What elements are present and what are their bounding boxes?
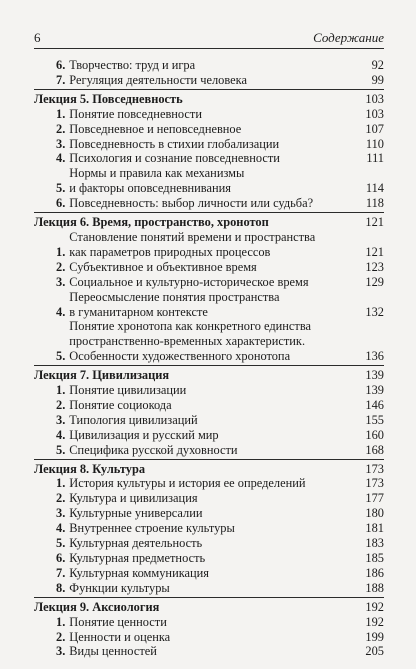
toc-item[interactable]	[34, 476, 384, 491]
item-number: 2.	[56, 491, 66, 506]
item-title-line: Культурная деятельность	[69, 536, 203, 551]
item-title	[69, 260, 363, 275]
page-ref: 123	[365, 259, 384, 274]
item-title	[69, 630, 363, 645]
lecture-title: Лекция 9. Аксиология	[34, 599, 160, 614]
item-title-line: Понятие социокода	[69, 397, 172, 412]
item-title	[69, 319, 363, 364]
item-title-line: Ценности и оценка	[69, 629, 171, 644]
item-title	[69, 290, 363, 320]
toc-item[interactable]	[34, 58, 384, 73]
item-title	[69, 196, 364, 211]
item-title	[69, 413, 363, 428]
page-ref: 199	[365, 629, 384, 644]
item-number: 5.	[56, 181, 66, 196]
item-title-line: Культурные универсалии	[69, 506, 203, 521]
item-title-line: Функции культуры	[69, 580, 170, 595]
page-ref: 192	[365, 614, 384, 629]
item-title-line: Цивилизация и русский мир	[69, 427, 219, 442]
item-title-line: Понятие хронотопа как конкретного единства	[69, 319, 312, 334]
lecture-title: Лекция 8. Культура	[34, 461, 146, 476]
page-ref: 121	[365, 215, 384, 230]
toc-item[interactable]	[34, 506, 384, 521]
lecture-title: Лекция 5. Повседневность	[34, 91, 183, 106]
page-ref: 185	[365, 551, 384, 565]
page-ref: 139	[365, 368, 384, 383]
item-title-line: Регуляция деятельности человека	[69, 72, 247, 87]
item-title-line: Культурная предметность	[69, 551, 206, 565]
item-number: 7.	[56, 565, 66, 580]
toc-item[interactable]	[34, 413, 384, 428]
page-ref: 132	[365, 304, 384, 319]
item-number: 2.	[56, 397, 66, 412]
item-number: 6.	[56, 58, 66, 72]
item-number: 8.	[56, 580, 66, 595]
lecture-divider	[34, 212, 384, 213]
item-title	[69, 151, 364, 166]
toc-item[interactable]	[34, 290, 384, 320]
item-title-line: Субъективное и объективное время	[69, 259, 257, 274]
item-number: 7.	[56, 72, 66, 87]
toc-item[interactable]	[34, 319, 384, 364]
item-title-line: Специфика русской духовности	[69, 442, 238, 457]
item-title	[69, 398, 363, 413]
lecture-divider	[34, 365, 384, 366]
item-title	[69, 122, 363, 137]
item-title	[69, 230, 363, 260]
item-number: 1.	[56, 106, 66, 121]
page-ref: 183	[365, 536, 384, 551]
item-title-line: Типология цивилизаций	[69, 412, 198, 427]
running-header	[34, 30, 384, 49]
page-ref: 192	[365, 599, 384, 614]
item-title	[69, 166, 364, 196]
toc-lecture-heading[interactable]	[34, 215, 384, 230]
item-title-line: Внутреннее строение культуры	[69, 521, 235, 536]
item-title-line: и факторы оповседневнивания	[69, 181, 231, 196]
page-ref: 160	[365, 427, 384, 442]
item-number: 1.	[56, 476, 66, 491]
item-title-line: Нормы и правила как механизмы	[69, 166, 245, 181]
item-title-line: пространственно-временных характеристик.	[69, 334, 306, 349]
item-number: 3.	[56, 506, 66, 521]
page-ref: 129	[365, 274, 384, 289]
running-title: Содержание	[313, 30, 384, 45]
toc-item[interactable]	[34, 260, 384, 275]
item-title-line: Понятие ценности	[69, 614, 167, 629]
toc-item[interactable]	[34, 630, 384, 645]
item-title	[69, 615, 363, 630]
item-number: 5.	[56, 536, 66, 551]
item-title-line: Культура и цивилизация	[69, 491, 198, 506]
item-number: 5.	[56, 442, 66, 457]
item-number: 1.	[56, 614, 66, 629]
item-title	[69, 644, 363, 659]
item-number: 3.	[56, 644, 66, 659]
item-number: 2.	[56, 121, 66, 136]
toc-item[interactable]	[34, 581, 384, 596]
toc-item[interactable]	[34, 107, 384, 122]
lecture-divider	[34, 597, 384, 598]
item-number: 4.	[56, 151, 66, 166]
page-ref: 205	[365, 644, 384, 659]
item-title-line: Повседневность: выбор личности или судьба?	[69, 196, 314, 211]
toc-item[interactable]	[34, 536, 384, 551]
toc-item[interactable]	[34, 151, 384, 166]
toc-item[interactable]	[34, 428, 384, 443]
toc-item[interactable]	[34, 166, 384, 196]
toc-item[interactable]	[34, 275, 384, 290]
item-number: 3.	[56, 136, 66, 151]
page-ref: 180	[365, 506, 384, 521]
item-number: 5.	[56, 349, 66, 364]
page-ref: 188	[365, 580, 384, 595]
item-title	[69, 428, 363, 443]
toc-item[interactable]	[34, 398, 384, 413]
toc-item[interactable]	[34, 521, 384, 536]
page-ref: 110	[365, 136, 384, 151]
table-of-contents	[34, 58, 384, 659]
toc-item[interactable]	[34, 615, 384, 630]
page-ref: 118	[365, 196, 384, 211]
item-title	[69, 443, 363, 458]
page-ref: 146	[365, 397, 384, 412]
item-title-line: Повседневное и неповседневное	[69, 121, 242, 136]
toc-item[interactable]	[34, 443, 384, 458]
item-title-line: Повседневность в стихии глобализации	[69, 136, 280, 151]
page-ref: 111	[366, 151, 384, 166]
page-ref: 103	[365, 106, 384, 121]
item-number: 1.	[56, 244, 66, 259]
item-title-line: Творчество: труд и игра	[69, 58, 196, 72]
page-ref: 103	[365, 91, 384, 106]
item-title-line: Виды ценностей	[69, 644, 157, 659]
item-number: 2.	[56, 629, 66, 644]
page-ref: 155	[365, 412, 384, 427]
page-ref: 186	[365, 565, 384, 580]
page-ref: 121	[365, 244, 384, 259]
toc-lecture-heading[interactable]	[34, 600, 384, 615]
item-number: 6.	[56, 551, 66, 565]
item-number: 3.	[56, 274, 66, 289]
item-title	[69, 551, 363, 566]
item-title-line: Особенности художественного хронотопа	[69, 349, 291, 364]
item-title-line: Понятие повседневности	[69, 106, 202, 121]
toc-item[interactable]	[34, 230, 384, 260]
lecture-title: Лекция 7. Цивилизация	[34, 368, 170, 383]
page-ref: 168	[365, 442, 384, 457]
page-ref: 136	[365, 349, 384, 364]
item-title	[69, 581, 363, 596]
item-title-line: История культуры и история ее определений	[69, 476, 306, 491]
item-title-line: Переосмысление понятия пространства	[69, 289, 280, 304]
item-title	[69, 566, 363, 581]
page-ref: 92	[371, 58, 384, 72]
item-title	[69, 107, 363, 122]
item-number: 3.	[56, 412, 66, 427]
item-title	[69, 137, 364, 152]
toc-item[interactable]	[34, 73, 384, 88]
toc-item[interactable]	[34, 383, 384, 398]
toc-item[interactable]	[34, 566, 384, 581]
page-ref: 177	[365, 491, 384, 506]
toc-item[interactable]	[34, 137, 384, 152]
toc-lecture-heading[interactable]	[34, 462, 384, 477]
item-title-line: как параметров природных процессов	[69, 244, 271, 259]
page-ref: 139	[365, 383, 384, 398]
toc-item[interactable]	[34, 196, 384, 211]
item-title-line: Культурная коммуникация	[69, 565, 209, 580]
item-title	[69, 536, 363, 551]
item-title-line: Становление понятий времени и пространства	[69, 229, 316, 244]
toc-item[interactable]	[34, 644, 384, 659]
item-title	[69, 275, 363, 290]
lecture-divider	[34, 89, 384, 90]
item-title	[69, 506, 363, 521]
item-title-line: Психология и сознание повседневности	[69, 151, 280, 166]
item-title	[69, 476, 363, 491]
page-number: 6	[34, 30, 41, 45]
toc-item[interactable]	[34, 551, 384, 566]
item-title	[69, 73, 369, 88]
item-number: 4.	[56, 521, 66, 536]
item-number: 1.	[56, 383, 66, 398]
page-ref: 173	[365, 461, 384, 476]
page-ref: 99	[371, 72, 384, 87]
item-title	[69, 491, 363, 506]
toc-item[interactable]	[34, 491, 384, 506]
page-ref: 114	[365, 181, 384, 196]
item-number: 6.	[56, 196, 66, 211]
toc-item[interactable]	[34, 122, 384, 137]
item-title-line: в гуманитарном контексте	[69, 304, 208, 319]
item-number: 4.	[56, 304, 66, 319]
item-number: 4.	[56, 427, 66, 442]
page-ref: 181	[365, 521, 384, 536]
item-title	[69, 521, 363, 536]
item-title	[69, 383, 363, 398]
lecture-divider	[34, 459, 384, 460]
item-title-line: Понятие цивилизации	[69, 383, 187, 398]
page-ref: 173	[365, 476, 384, 491]
lecture-title: Лекция 6. Время, пространство, хронотоп	[34, 215, 269, 230]
item-number: 2.	[56, 259, 66, 274]
page-ref: 107	[365, 121, 384, 136]
toc-lecture-heading[interactable]	[34, 92, 384, 107]
toc-lecture-heading[interactable]	[34, 368, 384, 383]
item-title-line: Социальное и культурно-историческое время	[69, 274, 309, 289]
item-title	[69, 58, 369, 73]
